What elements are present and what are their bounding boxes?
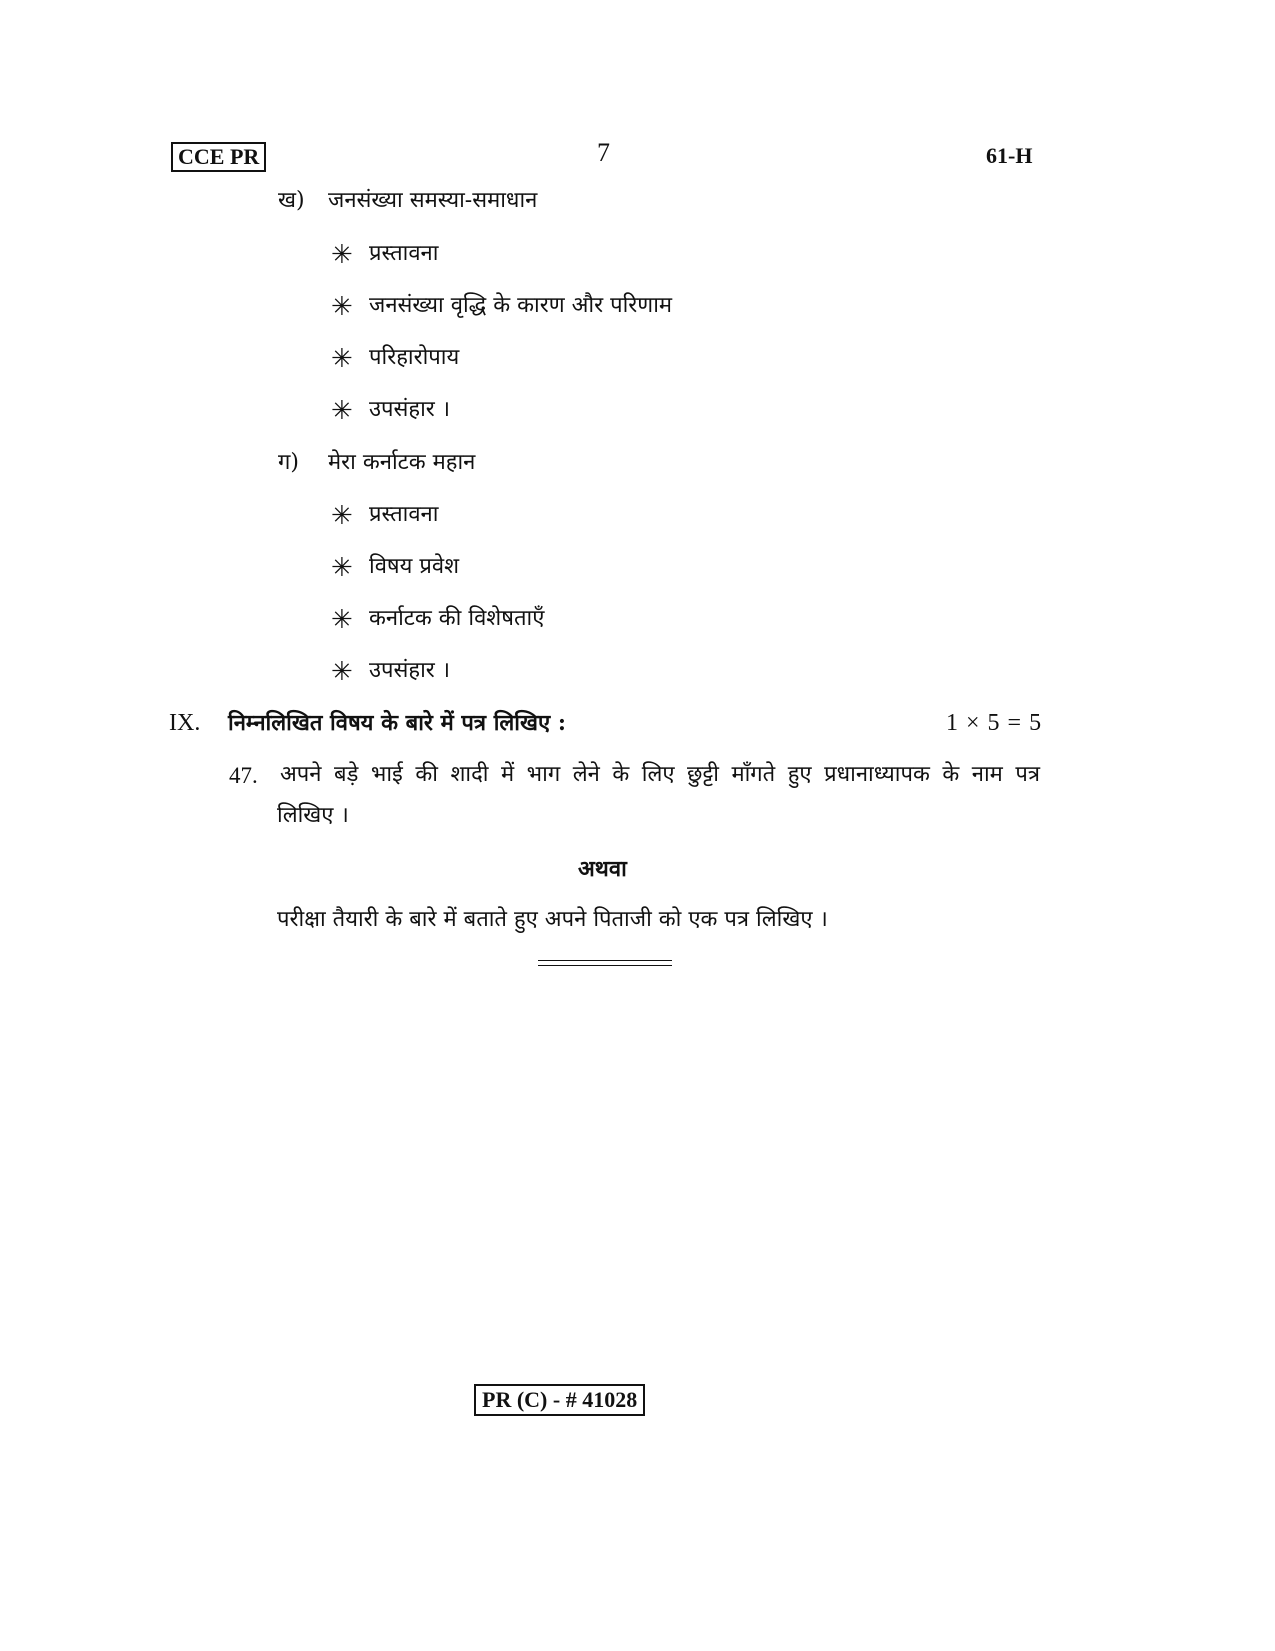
bullet-star-icon: ✳ [331,344,353,374]
section-ix-numeral: IX. [169,710,201,736]
kha-point-2: जनसंख्या वृद्धि के कारण और परिणाम [369,293,673,318]
bullet-star-icon: ✳ [331,657,353,687]
kha-point-1: प्रस्तावना [369,241,439,266]
section-kha-title: जनसंख्या समस्या-समाधान [328,188,538,213]
or-label: अथवा [578,856,627,882]
bullet-star-icon: ✳ [331,396,353,426]
section-ix-marks: 1 × 5 = 5 [946,710,1043,736]
section-ga-title: मेरा कर्नाटक महान [328,450,476,475]
end-double-rule-bottom [538,965,672,966]
ga-point-1: प्रस्तावना [369,502,439,527]
ga-point-3: कर्नाटक की विशेषताएँ [369,606,545,631]
alternative-question: परीक्षा तैयारी के बारे में बताते हुए अपने पिताजी को एक पत्र लिखिए । [277,907,828,932]
kha-point-3: परिहारोपाय [369,345,460,370]
question-number: 47. [229,763,258,788]
page-number: 7 [597,138,610,167]
bullet-star-icon: ✳ [331,292,353,322]
footer-code-box: PR (C) - # 41028 [474,1384,645,1416]
exam-code-box: CCE PR [171,142,266,172]
bullet-star-icon: ✳ [331,553,353,583]
question-line-2: लिखिए । [277,803,349,828]
end-double-rule-top [538,960,672,961]
section-ga-label: ग) [278,450,299,475]
paper-code: 61-H [986,143,1033,168]
ga-point-2: विषय प्रवेश [369,554,460,579]
bullet-star-icon: ✳ [331,501,353,531]
bullet-star-icon: ✳ [331,240,353,270]
section-kha-label: ख) [278,188,305,213]
section-ix-instruction: निम्नलिखित विषय के बारे में पत्र लिखिए : [228,710,566,736]
question-line-1: अपने बड़े भाई की शादी में भाग लेने के लिए छुट्टी माँगते हुए प्रधानाध्यापक के नाम पत्र [280,762,1040,787]
kha-point-4: उपसंहार । [369,397,451,422]
bullet-star-icon: ✳ [331,605,353,635]
ga-point-4: उपसंहार । [369,658,451,683]
